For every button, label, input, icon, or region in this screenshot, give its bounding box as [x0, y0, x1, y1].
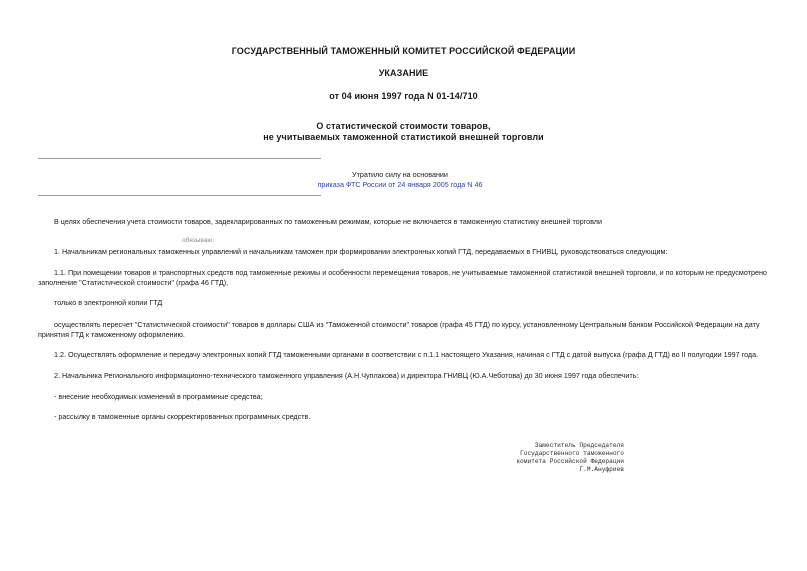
- bullet-2: - рассылку в таможенные органы скорректированных программных средств.: [54, 412, 311, 421]
- signature-line-2: Государственного таможенного: [520, 450, 624, 457]
- paragraph-1: 1. Начальникам региональных таможенных управлений и начальникам таможен при формировании электронных копий ГТД, передаваемых в ГНИВЦ, руководствоваться следующим:: [54, 247, 668, 256]
- document-title-line1: О статистической стоимости товаров,: [316, 121, 491, 131]
- paragraph-only-electronic: только в электронной копии ГТД: [54, 298, 163, 307]
- document-title-line2: не учитываемых таможенной статистикой внешней торговли: [263, 132, 544, 142]
- paragraph-1-1: 1.1. При помещении товаров и транспортных средств под таможенные режимы и особенности перемещения товаров, не учитываемые таможенной статистикой внешней торговли, и по которым не предусмотрено заполнение "Статистической стоимости" (графа 46 ГТД),: [38, 268, 767, 287]
- signature-block: [430, 442, 624, 474]
- paragraph-2: 2. Начальника Регионального информационно-технического таможенного управления (А.Н.Чуплакова) и директора ГНИВЦ (Ю.А.Чеботова) до 30 июня 1997 года обеспечить:: [54, 371, 639, 380]
- status-note: Утратило силу на основании: [352, 170, 448, 179]
- divider-top: [38, 158, 321, 159]
- signature-line-3: комитета Российской Федерации: [516, 458, 624, 465]
- divider-bottom: [38, 195, 321, 196]
- paragraph-recalculation: осуществлять пересчет "Статистической стоимости" товаров в доллары США из "Таможенной стоимости" товаров (графа 45 ГТД) по курсу, установленному Центральным банком Российской Федерации на дату принятия ГТД к таможенному оформлению.: [38, 320, 760, 339]
- paragraph-1-2: 1.2. Осуществлять оформление и передачу электронных копий ГТД таможенными органами в соответствии с п.1.1 настоящего Указания, начиная с ГТД с датой выпуска (графа Д ГТД) во II полугодии 1997 года.: [54, 350, 759, 359]
- obligation-label: обязываю:: [182, 237, 215, 244]
- intro-paragraph: В целях обеспечения учета стоимости товаров, задекларированных по таможенным режимам, которые не включается в таможенную статистику внешней торговли: [54, 217, 602, 226]
- signature-name: Г.М.Ануфриев: [579, 466, 624, 473]
- bullet-1: - внесение необходимых изменений в программные средства;: [54, 392, 263, 401]
- document-date-number: от 04 июня 1997 года N 01-14/710: [329, 91, 478, 101]
- repeal-order-link[interactable]: приказа ФТС России от 24 января 2005 года N 46: [317, 180, 483, 189]
- agency-heading: ГОСУДАРСТВЕННЫЙ ТАМОЖЕННЫЙ КОМИТЕТ РОССИЙСКОЙ ФЕДЕРАЦИИ: [231, 46, 576, 56]
- signature-line-1: Заместитель Председателя: [534, 442, 624, 449]
- document-type: УКАЗАНИЕ: [378, 68, 429, 78]
